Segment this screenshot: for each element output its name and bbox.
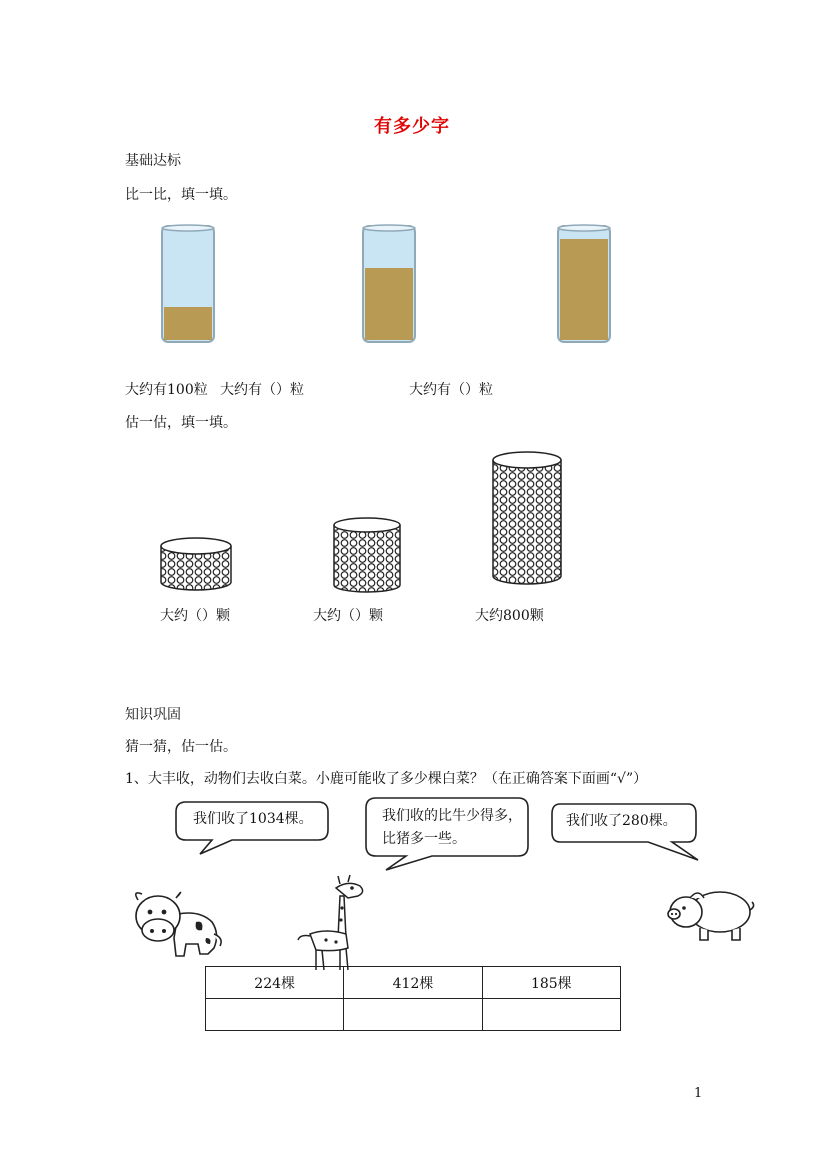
answer-cell-1[interactable] bbox=[206, 999, 344, 1031]
answer-table bbox=[205, 966, 621, 1031]
page-title: 有多少字 bbox=[374, 116, 450, 137]
bubble-deer-line-2: 比猪多一些。 bbox=[382, 831, 466, 847]
container-label-1: 大约（）颗 bbox=[160, 608, 230, 624]
container-label-3: 大约800颗 bbox=[475, 608, 544, 624]
short-container-illustration bbox=[158, 536, 234, 592]
section-heading-basic: 基础达标 bbox=[125, 153, 181, 169]
bubble-cow-text: 我们收了1034棵。 bbox=[193, 811, 313, 827]
question-1: 1、大丰收，动物们去收白菜。小鹿可能收了多少棵白菜？（在正确答案下面画“√”） bbox=[125, 771, 648, 787]
jar-fill-2 bbox=[365, 268, 413, 340]
answer-cell-3[interactable] bbox=[482, 999, 620, 1031]
option-cell-2: 412棵 bbox=[344, 967, 482, 999]
section-heading-consolidate: 知识巩固 bbox=[125, 707, 181, 723]
jar-label-1: 大约有100粒 bbox=[125, 382, 208, 398]
estimate-prompt: 估一估，填一填。 bbox=[125, 415, 237, 431]
pig-illustration bbox=[664, 884, 756, 946]
option-cell-3: 185棵 bbox=[482, 967, 620, 999]
jar-fill-1 bbox=[164, 307, 212, 340]
bubble-deer-line-1: 我们收的比牛少得多， bbox=[382, 808, 522, 824]
jar-label-3: 大约有（）粒 bbox=[409, 382, 493, 398]
medium-container-illustration bbox=[331, 515, 403, 595]
jar-illustration-2 bbox=[359, 222, 419, 347]
guess-prompt: 猜一猜，估一估。 bbox=[125, 739, 237, 755]
container-label-2: 大约（）颗 bbox=[313, 608, 383, 624]
bubble-pig-text: 我们收了280棵。 bbox=[566, 813, 677, 829]
jar-fill-3 bbox=[560, 239, 608, 340]
tall-container-illustration bbox=[490, 448, 564, 588]
option-cell-1: 224棵 bbox=[206, 967, 344, 999]
cow-illustration bbox=[128, 886, 226, 966]
table-row-answers bbox=[206, 999, 621, 1031]
jar-illustration-3 bbox=[554, 222, 614, 347]
page-number: 1 bbox=[694, 1086, 703, 1101]
table-row-options bbox=[206, 967, 621, 999]
jar-label-2: 大约有（）粒 bbox=[220, 382, 304, 398]
deer-illustration bbox=[296, 874, 370, 974]
compare-prompt: 比一比，填一填。 bbox=[125, 187, 237, 203]
jar-illustration-1 bbox=[158, 222, 218, 347]
answer-cell-2[interactable] bbox=[344, 999, 482, 1031]
